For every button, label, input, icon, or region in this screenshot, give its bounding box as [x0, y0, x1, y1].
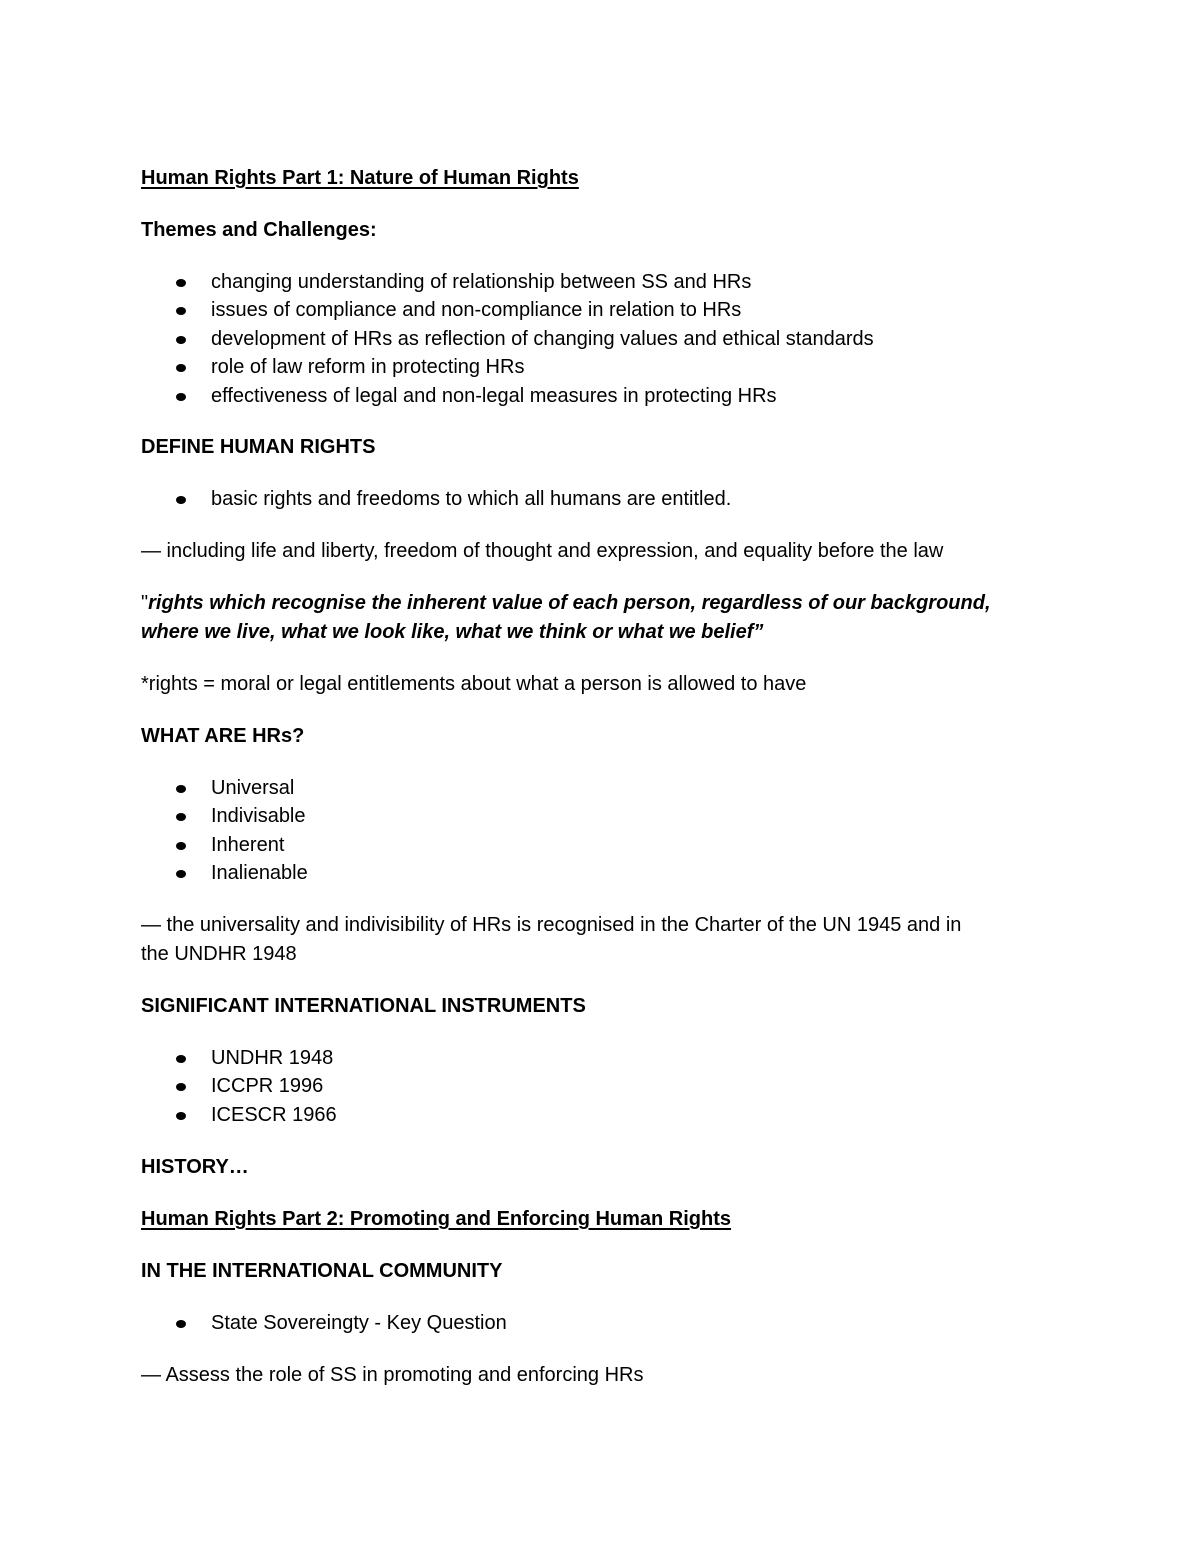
list-item: basic rights and freedoms to which all humans are entitled.: [211, 488, 732, 510]
bullet-icon: [176, 1083, 186, 1091]
list-item: Inalienable: [211, 862, 308, 884]
assess-note: — Assess the role of SS in promoting and enforcing HRs: [141, 1364, 644, 1386]
bullet-icon: [176, 813, 186, 821]
bullet-icon: [176, 307, 186, 315]
part2-title: Human Rights Part 2: Promoting and Enforcing Human Rights: [141, 1208, 732, 1230]
bullet-icon: [176, 870, 186, 878]
bullet-icon: [176, 496, 186, 504]
list-item: Universal: [211, 777, 295, 799]
list-item: ICCPR 1996: [211, 1075, 324, 1097]
list-item: issues of compliance and non-compliance in relation to HRs: [211, 299, 742, 321]
list-item: effectiveness of legal and non-legal measures in protecting HRs: [211, 385, 777, 407]
quote-text-1: rights which recognise the inherent value of each person, regardless of our background,: [148, 592, 991, 614]
bullet-icon: [176, 393, 186, 401]
list-item: UNDHR 1948: [211, 1047, 334, 1069]
bullet-icon: [176, 785, 186, 793]
define-heading: DEFINE HUMAN RIGHTS: [141, 436, 376, 458]
list-item: ICESCR 1966: [211, 1104, 337, 1126]
quote-line-1: [141, 589, 991, 618]
list-item: changing understanding of relationship between SS and HRs: [211, 271, 752, 293]
what-heading: WHAT ARE HRs?: [141, 725, 305, 747]
define-note: — including life and liberty, freedom of thought and expression, and equality before the law: [141, 540, 944, 562]
bullet-icon: [176, 1055, 186, 1063]
themes-heading: Themes and Challenges:: [141, 219, 377, 241]
history-heading: HISTORY…: [141, 1156, 249, 1178]
bullet-icon: [176, 336, 186, 344]
universality-line-2: the UNDHR 1948: [141, 943, 297, 965]
list-item: State Sovereingty - Key Question: [211, 1312, 507, 1334]
quote-line-2: where we live, what we look like, what we think or what we belief”: [141, 621, 764, 643]
list-item: Inherent: [211, 834, 285, 856]
bullet-icon: [176, 364, 186, 372]
universality-line-1: — the universality and indivisibility of HRs is recognised in the Charter of the UN 1945 and in: [141, 914, 962, 936]
bullet-icon: [176, 1320, 186, 1328]
intl-heading: IN THE INTERNATIONAL COMMUNITY: [141, 1260, 503, 1282]
list-item: role of law reform in protecting HRs: [211, 356, 525, 378]
instruments-heading: SIGNIFICANT INTERNATIONAL INSTRUMENTS: [141, 995, 586, 1017]
list-item: development of HRs as reflection of changing values and ethical standards: [211, 328, 874, 350]
part1-title: Human Rights Part 1: Nature of Human Rights: [141, 167, 579, 189]
rights-note: *rights = moral or legal entitlements about what a person is allowed to have: [141, 673, 807, 695]
bullet-icon: [176, 1112, 186, 1120]
bullet-icon: [176, 842, 186, 850]
quote-open-mark: ": [141, 592, 149, 614]
list-item: Indivisable: [211, 805, 306, 827]
bullet-icon: [176, 279, 186, 287]
